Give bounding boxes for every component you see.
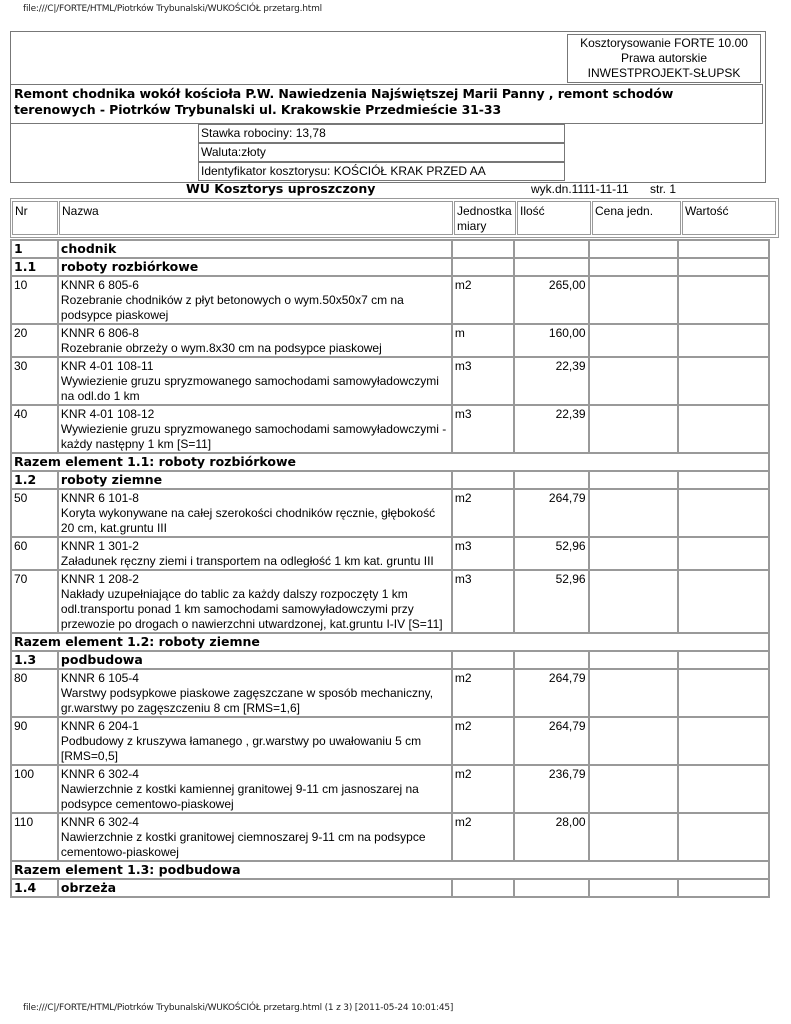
- section-row: [11, 879, 769, 897]
- section-row: [11, 471, 769, 489]
- summary-row: [11, 453, 769, 471]
- item-qty: 52,96: [514, 570, 589, 633]
- table-row: [11, 669, 769, 717]
- item-text: Załadunek ręczny ziemi i transportem na odległość 1 km kat. gruntu III: [60, 554, 434, 568]
- empty-cell: [678, 651, 769, 669]
- browser-print-header: file:///C|/FORTE/HTML/Piotrków Trybunalski/WUKOŚCIÓŁ przetarg.html: [23, 4, 322, 14]
- summary-row: [11, 633, 769, 651]
- software-name: Kosztorysowanie FORTE 10.00: [580, 36, 748, 50]
- estimate-kind-line: [10, 181, 770, 197]
- item-description: [58, 570, 452, 633]
- item-unit-price: [589, 276, 679, 324]
- item-qty: 22,39: [514, 405, 589, 453]
- col-value: Wartość: [682, 201, 776, 235]
- col-unit: Jednostka miary: [454, 201, 516, 235]
- section-nr: 1.1: [11, 258, 58, 276]
- page-number: str. 1: [650, 182, 677, 196]
- empty-cell: [452, 471, 514, 489]
- item-text: Wywiezienie gruzu spryzmowanego samochodami samowyładowczymi - każdy następny 1 km [S=11]: [60, 422, 447, 451]
- empty-cell: [514, 879, 589, 897]
- section-row: [11, 258, 769, 276]
- item-description: [58, 765, 452, 813]
- item-qty: 265,00: [514, 276, 589, 324]
- item-unit-price: [589, 357, 679, 405]
- item-unit-price: [589, 537, 679, 570]
- col-unit-price: Cena jedn.: [592, 201, 681, 235]
- empty-cell: [589, 879, 679, 897]
- section-name: roboty rozbiórkowe: [58, 258, 452, 276]
- empty-cell: [678, 258, 769, 276]
- section-nr: 1: [11, 240, 58, 258]
- section-row: [11, 651, 769, 669]
- item-description: [58, 324, 452, 357]
- item-description: [58, 813, 452, 861]
- copyright-owner: INWESTPROJEKT-SŁUPSK: [587, 66, 741, 80]
- item-value: [678, 405, 769, 453]
- estimate-kind-title: WU Kosztorys uproszczony: [186, 181, 376, 196]
- item-value: [678, 570, 769, 633]
- section-row: [11, 240, 769, 258]
- section-name: obrzeża: [58, 879, 452, 897]
- item-value: [678, 717, 769, 765]
- item-unit-price: [589, 717, 679, 765]
- item-unit-price: [589, 489, 679, 537]
- item-code: KNNR 6 105-4: [60, 671, 139, 685]
- software-info: [567, 34, 761, 83]
- item-code: KNNR 1 208-2: [60, 572, 139, 586]
- item-text: Koryta wykonywane na całej szerokości chodników ręcznie, głębokość 20 cm, kat.gruntu III: [60, 506, 436, 535]
- item-text: Warstwy podsypkowe piaskowe zagęszczane w sposób mechaniczny, gr.warstwy po zagęszczeniu 8 cm [RMS=1,6]: [60, 686, 434, 715]
- item-value: [678, 276, 769, 324]
- table-row: [11, 489, 769, 537]
- empty-cell: [678, 879, 769, 897]
- item-unit: m3: [452, 405, 514, 453]
- empty-cell: [589, 240, 679, 258]
- item-code: KNNR 6 302-4: [60, 815, 139, 829]
- empty-cell: [452, 240, 514, 258]
- item-nr: 40: [11, 405, 58, 453]
- item-nr: 30: [11, 357, 58, 405]
- item-qty: 264,79: [514, 717, 589, 765]
- item-code: KNR 4-01 108-12: [60, 407, 155, 421]
- item-qty: 52,96: [514, 537, 589, 570]
- item-qty: 28,00: [514, 813, 589, 861]
- item-qty: 236,79: [514, 765, 589, 813]
- section-nr: 1.3: [11, 651, 58, 669]
- item-value: [678, 765, 769, 813]
- table-row: [11, 765, 769, 813]
- empty-cell: [589, 258, 679, 276]
- empty-cell: [514, 471, 589, 489]
- item-text: Nawierzchnie z kostki granitowej ciemnoszarej 9-11 cm na podsypce cementowo-piaskowej: [60, 830, 426, 859]
- item-nr: 90: [11, 717, 58, 765]
- item-text: Podbudowy z kruszywa łamanego , gr.warstwy po uwałowaniu 5 cm [RMS=0,5]: [60, 734, 422, 763]
- item-qty: 264,79: [514, 489, 589, 537]
- col-qty: Ilość: [517, 201, 591, 235]
- item-unit: m2: [452, 489, 514, 537]
- item-qty: 22,39: [514, 357, 589, 405]
- item-text: Rozebranie obrzeży o wym.8x30 cm na podsypce piaskowej: [60, 341, 382, 355]
- item-unit: m3: [452, 357, 514, 405]
- item-nr: 60: [11, 537, 58, 570]
- table-row: [11, 717, 769, 765]
- item-nr: 50: [11, 489, 58, 537]
- cost-table: [10, 239, 770, 898]
- project-title: Remont chodnika wokół kościoła P.W. Nawiedzenia Najświętszej Marii Panny , remont schodów terenowych - Piotrków Trybunalski ul. Krakowskie Przedmieście 31-33: [10, 84, 763, 124]
- item-unit-price: [589, 765, 679, 813]
- item-nr: 10: [11, 276, 58, 324]
- item-unit: m: [452, 324, 514, 357]
- table-row: [11, 537, 769, 570]
- empty-cell: [589, 651, 679, 669]
- item-code: KNNR 6 204-1: [60, 719, 139, 733]
- section-name: roboty ziemne: [58, 471, 452, 489]
- item-description: [58, 537, 452, 570]
- empty-cell: [452, 258, 514, 276]
- item-unit-price: [589, 669, 679, 717]
- section-nr: 1.2: [11, 471, 58, 489]
- empty-cell: [514, 258, 589, 276]
- item-description: [58, 276, 452, 324]
- item-value: [678, 537, 769, 570]
- summary-text: Razem element 1.1: roboty rozbiórkowe: [11, 453, 769, 471]
- empty-cell: [452, 879, 514, 897]
- item-text: Nawierzchnie z kostki kamiennej granitowej 9-11 cm jasnoszarej na podsypce cementowo-piaskowej: [60, 782, 419, 811]
- item-qty: 264,79: [514, 669, 589, 717]
- section-nr: 1.4: [11, 879, 58, 897]
- item-code: KNNR 1 301-2: [60, 539, 139, 553]
- item-unit-price: [589, 405, 679, 453]
- item-unit-price: [589, 570, 679, 633]
- item-nr: 100: [11, 765, 58, 813]
- item-code: KNNR 6 805-6: [60, 278, 139, 292]
- col-name: Nazwa: [59, 201, 453, 235]
- empty-cell: [589, 471, 679, 489]
- item-description: [58, 489, 452, 537]
- item-unit-price: [589, 324, 679, 357]
- table-row: [11, 276, 769, 324]
- item-value: [678, 489, 769, 537]
- item-text: Rozebranie chodników z płyt betonowych o wym.50x50x7 cm na podsypce piaskowej: [60, 293, 404, 322]
- empty-cell: [514, 651, 589, 669]
- empty-cell: [514, 240, 589, 258]
- item-nr: 80: [11, 669, 58, 717]
- item-text: Wywiezienie gruzu spryzmowanego samochodami samowyładowczymi na odl.do 1 km: [60, 374, 439, 403]
- item-text: Nakłady uzupełniające do tablic za każdy dalszy rozpoczęty 1 km odl.transportu ponad 1 km samochodami samowyładowczymi przy przewozie po drogach o nawierzchni utwardzonej, kat.gruntu I-IV [S=11]: [60, 587, 443, 631]
- section-name: chodnik: [58, 240, 452, 258]
- item-nr: 110: [11, 813, 58, 861]
- empty-cell: [678, 240, 769, 258]
- empty-cell: [452, 651, 514, 669]
- empty-cell: [678, 471, 769, 489]
- item-nr: 70: [11, 570, 58, 633]
- item-unit: m2: [452, 717, 514, 765]
- table-row: [11, 570, 769, 633]
- item-description: [58, 357, 452, 405]
- copyright-label: Prawa autorskie: [620, 51, 708, 65]
- summary-text: Razem element 1.3: podbudowa: [11, 861, 769, 879]
- item-description: [58, 717, 452, 765]
- summary-text: Razem element 1.2: roboty ziemne: [11, 633, 769, 651]
- item-unit: m2: [452, 765, 514, 813]
- item-value: [678, 669, 769, 717]
- item-code: KNNR 6 101-8: [60, 491, 139, 505]
- item-value: [678, 813, 769, 861]
- item-description: [58, 405, 452, 453]
- item-code: KNNR 6 302-4: [60, 767, 139, 781]
- item-unit-price: [589, 813, 679, 861]
- item-description: [58, 669, 452, 717]
- table-row: [11, 405, 769, 453]
- table-row: [11, 357, 769, 405]
- item-unit: m2: [452, 813, 514, 861]
- currency: Waluta:złoty: [198, 143, 565, 162]
- item-value: [678, 357, 769, 405]
- browser-print-footer: file:///C|/FORTE/HTML/Piotrków Trybunalski/WUKOŚCIÓŁ przetarg.html (1 z 3) [2011-05-24 10:01:45]: [23, 1003, 454, 1013]
- item-unit: m3: [452, 537, 514, 570]
- item-value: [678, 324, 769, 357]
- execution-date: wyk.dn.1111-11-11: [531, 182, 629, 196]
- item-nr: 20: [11, 324, 58, 357]
- table-row: [11, 813, 769, 861]
- item-qty: 160,00: [514, 324, 589, 357]
- estimate-identifier: Identyfikator kosztorysu: KOŚCIÓŁ KRAK PRZED AA: [198, 162, 565, 181]
- item-unit: m3: [452, 570, 514, 633]
- column-header: [10, 198, 779, 238]
- col-nr: Nr: [12, 201, 58, 235]
- item-unit: m2: [452, 276, 514, 324]
- table-row: [11, 324, 769, 357]
- summary-row: [11, 861, 769, 879]
- item-code: KNNR 6 806-8: [60, 326, 139, 340]
- section-name: podbudowa: [58, 651, 452, 669]
- item-code: KNR 4-01 108-11: [60, 359, 154, 373]
- labor-rate: Stawka robociny: 13,78: [198, 124, 565, 143]
- item-unit: m2: [452, 669, 514, 717]
